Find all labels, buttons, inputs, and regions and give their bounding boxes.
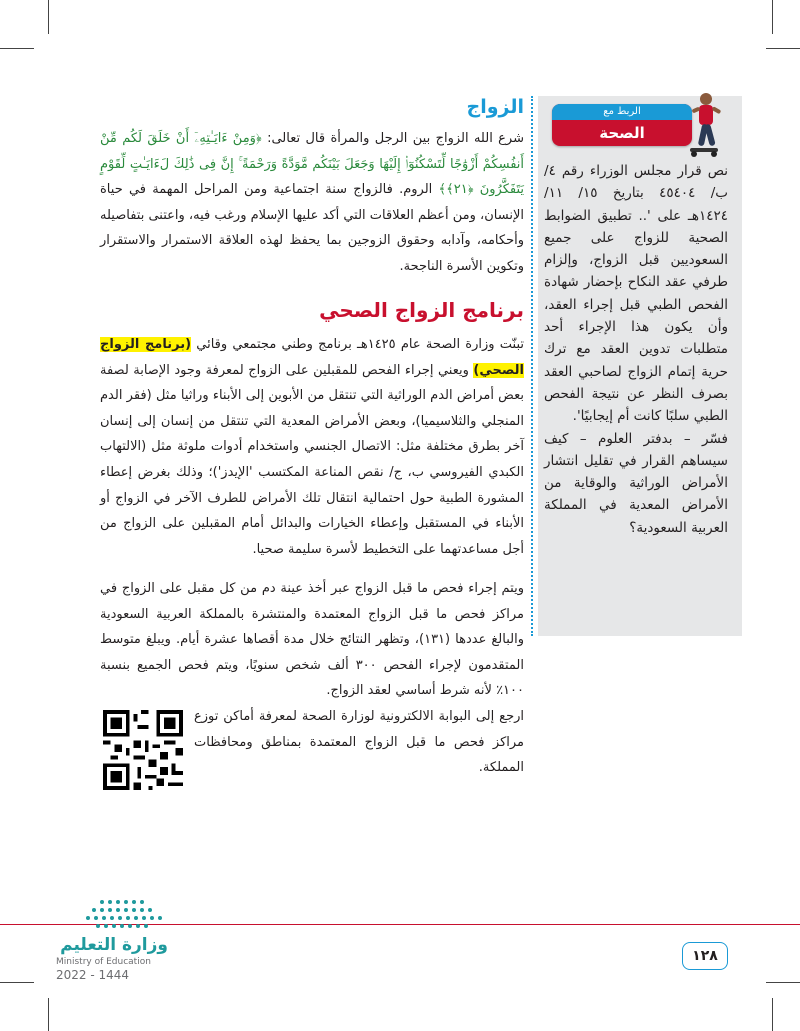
ministry-name-arabic: وزارة التعليم — [60, 935, 168, 955]
crop-mark — [766, 48, 800, 49]
edition-years: 2022 - 1444 — [56, 968, 130, 982]
portal-paragraph: ارجع إلى البوابة الالكترونية لوزارة الصحة لمعرفة أماكن توزع مراكز فحص ما قبل الزواج المعتمدة بمناطق ومحافظات المملكة. — [194, 709, 524, 776]
crop-mark — [0, 48, 34, 49]
program-name-highlight: (برنامج الزواج الصحي) — [100, 337, 524, 378]
explain-question: فسّر – بدفتر العلوم – كيف سيساهم القرار في تقليل انتشار الأمراض الوراثية والوقاية من الأمراض المعدية في المملكة العربية السعودية؟ — [544, 430, 728, 536]
crop-mark — [48, 998, 49, 1031]
page-number: ١٢٨ — [682, 942, 728, 970]
sidebar-text — [544, 160, 728, 539]
program-intro: تبنّت وزارة الصحة عام ١٤٢٥هـ برنامج وطني مجتمعي وقائي — [196, 337, 524, 352]
program-paragraph — [100, 332, 524, 562]
crop-mark — [48, 0, 49, 34]
health-link-badge — [552, 104, 692, 146]
qr-code[interactable] — [103, 710, 183, 790]
crop-mark — [772, 998, 773, 1031]
marriage-intro: شرع الله الزواج بين الرجل والمرأة قال تعالى: — [267, 131, 524, 146]
decision-text: نص قرار مجلس الوزراء رقم ٤/ ب/ ٤٥٤٠٤ بتاريخ ١٥/ ١١/ ١٤٢٤هـ على '.. تطبيق الضوابط الصحية للزواج على جميع السعوديين قبل الزواج، وإلزام طرفي عقد النكاح بإحضار شهادة الفحص الطبي قبل إجراء العقد، وأن يكون هذا الإجراء أحد متطلبات تدوين العقد مع ترك حرية إتمام الزواج لصاحبي العقد بصرف النظر عن نتيجة الفحص الطبي سلبًا كانت أم إيجابيًا'. — [544, 163, 728, 425]
skater-figure-icon — [680, 90, 728, 160]
quran-verse: ﴿وَمِنْ ءَايَـٰتِهِۦٓ أَنْ خَلَقَ لَكُم مِّنْ أَنفُسِكُمْ أَزْوَٰجًا لِّتَسْكُنُوٓا۟ إِلَيْهَا وَجَعَلَ بَيْنَكُم مَّوَدَّةً وَرَحْمَةً ۚ إِنَّ فِى ذَٰلِكَ لَءَايَـٰتٍ لِّقَوْمٍ يَتَفَكَّرُونَ ﴿٢١﴾﴾ — [100, 131, 525, 198]
marriage-paragraph — [100, 126, 524, 280]
ministry-logo-icon — [84, 898, 164, 934]
testing-paragraph: ويتم إجراء فحص ما قبل الزواج عبر أخذ عينة دم من كل مقبل على الزواج في مراكز فحص ما قبل الزواج المعتمدة والمنتشرة بالمملكة العربية السعودية والبالغ عددها (١٣١)، وتظهر النتائج خلال مدة أقصاها عشرة أيام. ويبلغ متوسط المتقدمون لإجراء الفحص ٣٠٠ ألف شخص سنويًا، ويتم فحص الجميع بنسبة ١٠٠٪ لأنه شرط أساسي لعقد الزواج. — [100, 581, 525, 699]
column-divider — [531, 96, 533, 636]
healthy-marriage-heading: برنامج الزواج الصحي — [319, 298, 524, 322]
marriage-body: الروم. فالزواج سنة اجتماعية ومن المراحل المهمة في حياة الإنسان، ومن أعظم العلاقات التي أكد عليها الإسلام ورغب فيه، واعتنى بتفاصيله وأحكامه، وآدابه وحقوق الزوجين بما يحفظ لهذه العلاقة الاستمرار والاستقرار وتكوين الأسرة الناجحة. — [100, 182, 524, 274]
program-description: ويعني إجراء الفحص للمقبلين على الزواج لمعرفة وجود الإصابة لصفة بعض أمراض الدم الوراثية التي تنتقل من الأبوين إلى الأبناء وراثيا مثل (فقر الدم المنجلي والثلاسيميا)، وبعض الأمراض المعدية التي تنتقل من إنسان إلى إنسان آخر بطرق مختلفة مثل: الاتصال الجنسي واستخدام أدوات ملوثة مثل (الالتهاب الكبدي الفيروسي ب، ج/ نقص المناعة المكتسب 'الإيدز')؛ وذلك بغرض إعطاء المشورة الطبية حول احتمالية انتقال تلك الأمراض للطرف الآخر في الزواج أو الأبناء في المستقبل وإعطاء الخيارات والبدائل أمام المقبلين على الزواج من أجل مساعدتهما على التخطيط لأسرة سليمة صحيا. — [100, 362, 524, 557]
crop-mark — [766, 982, 800, 983]
badge-top-label: الربط مع — [552, 104, 692, 120]
ministry-name-english: Ministry of Education — [56, 957, 151, 967]
badge-main-label: الصحة — [599, 124, 645, 142]
crop-mark — [772, 0, 773, 34]
crop-mark — [0, 982, 34, 983]
marriage-heading: الزواج — [466, 96, 524, 118]
